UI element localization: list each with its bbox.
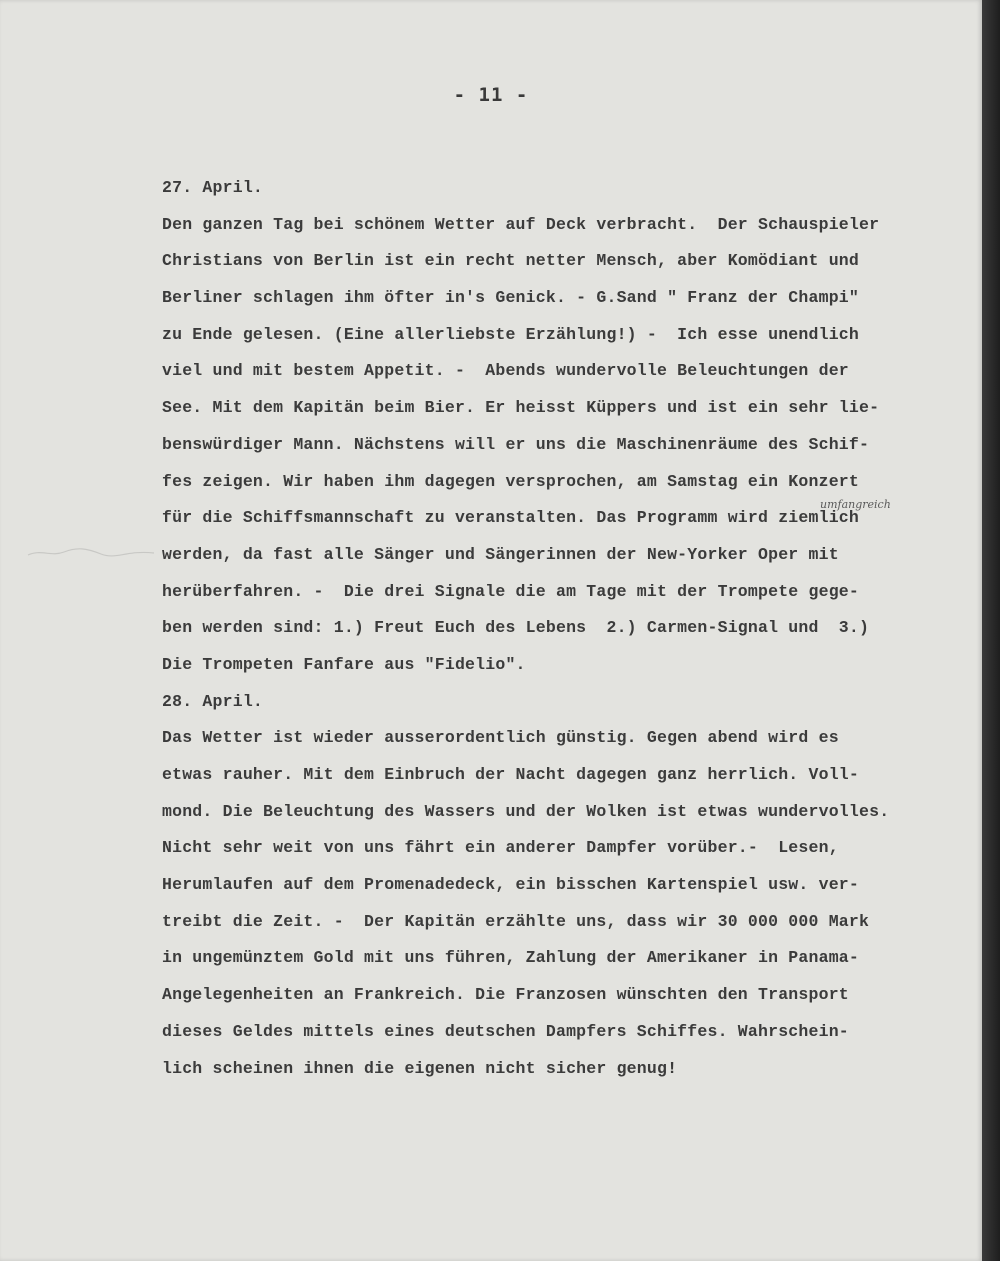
- text-line: Herumlaufen auf dem Promenadedeck, ein bisschen Kartenspiel usw. ver-: [162, 875, 860, 895]
- text-line: lich scheinen ihnen die eigenen nicht sicher genug!: [162, 1058, 678, 1078]
- text-line: ben werden sind: 1.) Freut Euch des Lebens 2.) Carmen-Signal und 3.): [162, 618, 870, 638]
- faint-margin-scribble: [26, 545, 156, 559]
- text-line: dieses Geldes mittels eines deutschen Dampfers Schiffes. Wahrschein-: [162, 1021, 849, 1041]
- typed-text-body: [162, 170, 962, 1087]
- text-line: mond. Die Beleuchtung des Wassers und der Wolken ist etwas wundervolles.: [162, 801, 890, 821]
- text-line: zu Ende gelesen. (Eine allerliebste Erzählung!) - Ich esse unendlich: [162, 324, 860, 344]
- text-line: 28. April.: [162, 691, 264, 711]
- text-line: in ungemünztem Gold mit uns führen, Zahlung der Amerikaner in Panama-: [162, 948, 860, 968]
- text-line: werden, da fast alle Sänger und Sängerinnen der New-Yorker Oper mit: [162, 544, 839, 564]
- text-line: Das Wetter ist wieder ausserordentlich günstig. Gegen abend wird es: [162, 728, 839, 748]
- text-line: herüberfahren. - Die drei Signale die am Tage mit der Trompete gege-: [162, 581, 860, 601]
- text-line: fes zeigen. Wir haben ihm dagegen versprochen, am Samstag ein Konzert: [162, 471, 860, 491]
- text-line: See. Mit dem Kapitän beim Bier. Er heisst Küppers und ist ein sehr lie-: [162, 398, 880, 418]
- text-line: treibt die Zeit. - Der Kapitän erzählte uns, dass wir 30 000 000 Mark: [162, 911, 870, 931]
- page-edge-shadow: [982, 0, 1000, 1261]
- page-number: - 11 -: [453, 84, 529, 106]
- text-line: Angelegenheiten an Frankreich. Die Franzosen wünschten den Transport: [162, 985, 849, 1005]
- text-line: Berliner schlagen ihm öfter in's Genick. - G.Sand " Franz der Champi": [162, 288, 860, 308]
- text-line: Christians von Berlin ist ein recht netter Mensch, aber Komödiant und: [162, 251, 860, 271]
- text-line: etwas rauher. Mit dem Einbruch der Nacht dagegen ganz herrlich. Voll-: [162, 765, 860, 784]
- text-line: Nicht sehr weit von uns fährt ein anderer Dampfer vorüber.- Lesen,: [162, 838, 839, 858]
- text-line: für die Schiffsmannschaft zu veranstalten. Das Programm wird ziemlich: [162, 508, 860, 528]
- text-line: Den ganzen Tag bei schönem Wetter auf Deck verbracht. Der Schauspieler: [162, 214, 880, 234]
- text-line: benswürdiger Mann. Nächstens will er uns die Maschinenräume des Schif-: [162, 434, 870, 454]
- text-line: Die Trompeten Fanfare aus "Fidelio".: [162, 654, 526, 674]
- text-line: viel und mit bestem Appetit. - Abends wundervolle Beleuchtungen der: [162, 361, 849, 381]
- text-line: 27. April.: [162, 178, 264, 197]
- handwritten-annotation: umfangreich: [820, 498, 891, 511]
